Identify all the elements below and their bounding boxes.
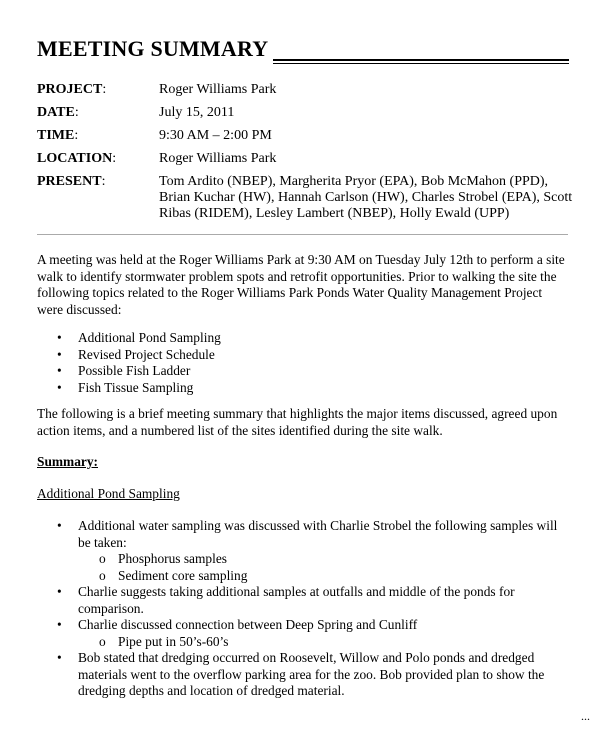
divider (37, 234, 568, 235)
sub-list-item: o Sediment core sampling (99, 567, 248, 583)
more-indicator: ... (581, 709, 590, 723)
sub-list (37, 634, 567, 651)
meta-label: PRESENT: (37, 174, 106, 189)
meeting-details (37, 82, 577, 229)
section-heading: Additional Pond Sampling (37, 485, 180, 501)
summary-items (37, 518, 567, 700)
intro-paragraph: A meeting was held at the Roger Williams Park at 9:30 AM on Tuesday July 12th to perform a site walk to identify stormwater problem spots and retrofit opportunities. Prior to walking the site the following topics related to the Roger Williams Park Ponds Water Quality Management Project were discussed: (37, 252, 565, 317)
sub-list (37, 551, 567, 584)
page-title: MEETING SUMMARY (37, 36, 269, 61)
meta-row (37, 128, 577, 144)
list-item: • Charlie discussed connection between Deep Spring and Cunliff o Pipe put in 50’s-60’s (37, 617, 567, 650)
meta-value: Tom Ardito (NBEP), Margherita Pryor (EPA), Bob McMahon (PPD), Brian Kuchar (HW), Hannah Carlson (HW), Charles Strobel (EPA), Scott Ribas (RIDEM), Lesley Lambert (NBEP), Holly Ewald (UPP) (159, 174, 573, 221)
list-item: • Fish Tissue Sampling (57, 379, 194, 395)
meta-value: 9:30 AM – 2:00 PM (159, 128, 272, 143)
meta-label: LOCATION: (37, 151, 117, 166)
sub-list-item: o Pipe put in 50’s-60’s (99, 633, 229, 649)
meta-value: July 15, 2011 (159, 105, 235, 120)
meta-label: PROJECT: (37, 82, 107, 97)
meta-row (37, 82, 577, 98)
meta-row (37, 151, 577, 167)
meta-label: TIME: (37, 128, 79, 143)
title-underline-thin (273, 63, 569, 64)
meta-row (37, 105, 577, 121)
title-underline (273, 59, 569, 61)
list-item: • Additional water sampling was discussed with Charlie Strobel the following samples will be taken: o Phosphorus samples o Sediment core sampling (37, 518, 567, 584)
list-item: • Additional Pond Sampling (57, 330, 221, 345)
sub-list-item: o Phosphorus samples (99, 551, 227, 566)
meta-row (37, 174, 577, 222)
meta-value: Roger Williams Park (159, 82, 277, 97)
list-item: • Bob stated that dredging occurred on Roosevelt, Willow and Polo ponds and dredged materials went to the overflow parking area for the zoo. Bob provided plan to show the dredging depths and location of dredged material. (57, 650, 545, 698)
brief-paragraph: The following is a brief meeting summary that highlights the major items discussed, agreed upon action items, and a numbered list of the sites identified during the site walk. (37, 406, 558, 438)
list-item: • Possible Fish Ladder (57, 363, 191, 378)
list-item: • Charlie suggests taking additional samples at outfalls and middle of the ponds for comparison. (57, 584, 515, 616)
meta-value: Roger Williams Park (159, 151, 277, 166)
meta-label: DATE: (37, 105, 79, 120)
summary-heading: Summary: (37, 454, 98, 469)
list-item: • Revised Project Schedule (57, 346, 215, 362)
document-body (37, 252, 567, 710)
title-row (37, 35, 569, 67)
topic-list (37, 330, 567, 396)
